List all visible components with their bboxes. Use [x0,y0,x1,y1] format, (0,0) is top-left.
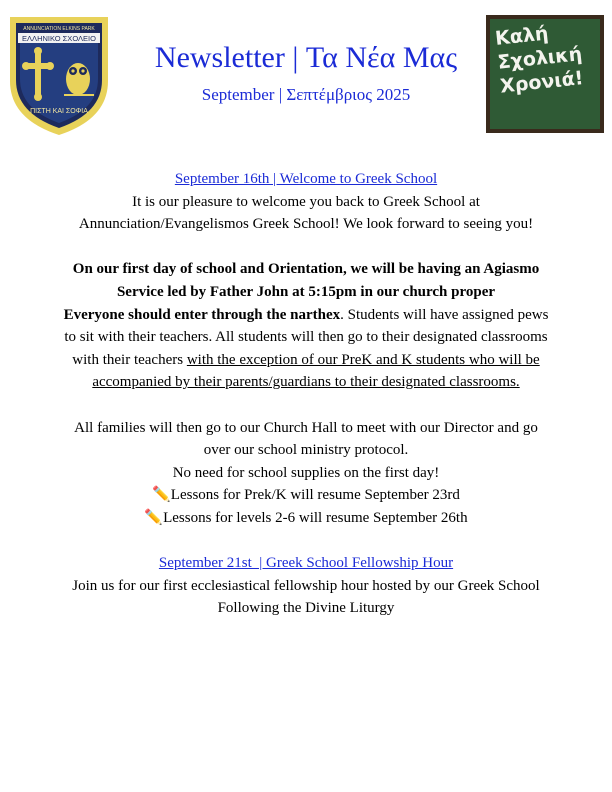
event2-heading-link[interactable]: September 21st | Greek School Fellowship Hour [158,555,454,572]
liturgy-text: Following the Divine Liturgy [217,600,395,617]
agiasmo-notice-1: On our first day of school and Orientation, we will be having an Agiasmo [72,261,540,278]
crest-arc-text: ANNUNCIATION ELKINS PARK [23,26,95,32]
supplies-text: No need for school supplies on the first day! [172,464,440,481]
parents-accompany-text: accompanied by their parents/guardians to their designated classrooms. [92,374,520,391]
chalk-line: Σχολική [496,43,584,74]
school-crest-logo [6,11,112,139]
pencil-icon: ✏️ [152,487,171,504]
event1-line2: Annunciation/Evangelismos Greek School! We look forward to seeing you! [78,216,534,233]
classrooms-text: to sit with their teachers. All students will then go to their designated classrooms [64,329,548,346]
agiasmo-notice-2: Service led by Father John at 5:15pm in our church proper [116,283,496,300]
pews-text: . Students will have assigned pews [340,306,549,323]
newsletter-subtitle: September | Σεπτέμβριος 2025 [201,85,411,104]
prek-exception-text: with the exception of our PreK and K students who will be [186,351,540,368]
chalk-line: Χρονιά! [499,67,585,98]
event1-heading-link[interactable]: September 16th | Welcome to Greek School [174,171,438,187]
resume-prek-text: Lessons for Prek/K will resume September 23rd [170,487,460,504]
chalkboard-image [486,15,604,133]
chalk-line: Καλή [494,22,550,50]
newsletter-title: Newsletter | Τα Νέα Μας [154,41,458,74]
fellowship-text: Join us for our first ecclesiastical fellowship hour hosted by our Greek School [72,577,540,594]
chalkboard-text [494,18,586,98]
pencil-icon: ✏️ [144,509,164,526]
protocol-text: over our school ministry protocol. [203,442,409,459]
resume-levels-text: Lessons for levels 2-6 will resume September 26th [163,509,468,526]
newsletter-body [60,168,552,620]
crest-motto-text: ΠΙΣΤΗ ΚΑΙ ΣΟΦΙΑ [30,108,88,115]
event1-line1: It is our pleasure to welcome you back to Greek School at [132,193,480,210]
teachers-text: with their teachers [72,351,187,368]
church-hall-text: All families will then go to our Church Hall to meet with our Director and go [74,419,538,436]
narthex-notice: Everyone should enter through the narthex [63,306,341,323]
crest-banner-text: ΕΛΛΗΝΙΚΟ ΣΧΟΛΕΙΟ [22,34,96,43]
